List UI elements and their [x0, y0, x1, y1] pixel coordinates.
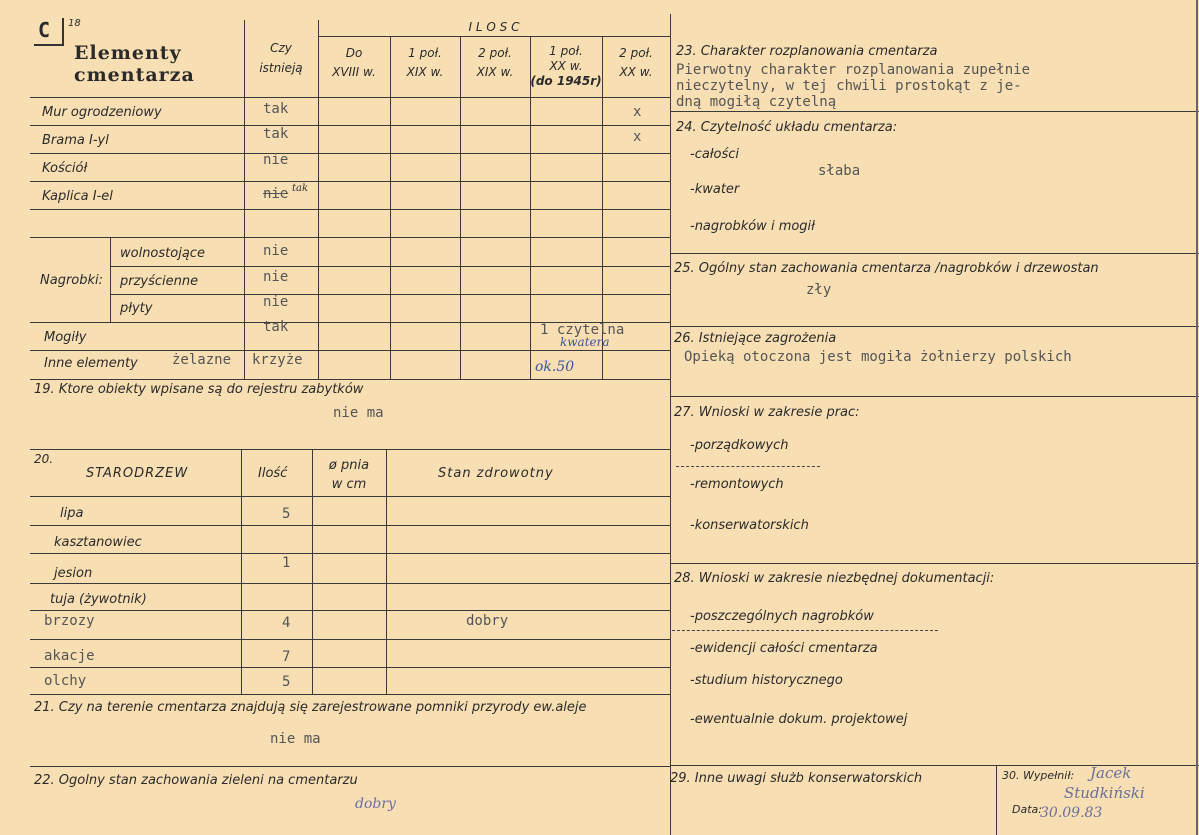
- elements-title-2: cmentarza: [74, 64, 195, 86]
- s30-name-2: Studkiński: [1064, 784, 1145, 802]
- s23-line-2: nieczytelny, w tej chwili prostokąt z je-: [676, 78, 1022, 94]
- tree-count-3: 1: [282, 555, 291, 571]
- s28-label: 28. Wnioski w zakresie niezbędnej dokumentacji:: [674, 571, 995, 586]
- s26-label: 26. Istniejące zagrożenia: [674, 331, 837, 346]
- s30-date-label: Data:: [1012, 803, 1042, 816]
- tree-count-6: 7: [282, 649, 291, 665]
- nagrobki-item-1: wolnostojące: [120, 246, 205, 261]
- tree-name-6: akacje: [44, 648, 95, 664]
- row-exists-wall: tak: [263, 101, 289, 117]
- col-exists-header: Czy istnieją: [259, 41, 303, 75]
- s24-label: 24. Czytelność układu cmentarza:: [676, 120, 898, 135]
- nagrobki-exists-1: nie: [263, 243, 289, 259]
- elements-title-1: Elementy: [74, 42, 182, 64]
- tree-name-5: brzozy: [44, 613, 95, 629]
- s28-item-1: -poszczególnych nagrobków: [690, 609, 874, 624]
- tree-count-7: 5: [282, 674, 291, 690]
- s22-label: 22. Ogolny stan zachowania zieleni na cmentarzu: [34, 773, 358, 788]
- nagrobki-exists-2: nie: [263, 269, 289, 285]
- row-exists-chapel-struck: nie: [263, 186, 289, 202]
- tree-name-3: jesion: [54, 566, 93, 581]
- s27-item-1: -porządkowych: [690, 438, 789, 453]
- s27-item-3: -konserwatorskich: [690, 518, 809, 533]
- form-superscript: 18: [68, 18, 81, 29]
- inne-extra: żelazne: [172, 352, 232, 368]
- nagrobki-exists-3: nie: [263, 294, 289, 310]
- s20-header-state: Stan zdrowotny: [438, 466, 554, 481]
- col-header-3: 2 poł. XIX w.: [476, 46, 514, 79]
- row-col5-gate: x: [633, 129, 642, 145]
- row-label-wall: Mur ogrodzeniowy: [42, 105, 162, 120]
- tree-state-5: dobry: [466, 613, 509, 629]
- s25-label: 25. Ogólny stan zachowania cmentarza /nagrobków i drzewostan: [674, 261, 1099, 276]
- s27-label: 27. Wnioski w zakresie prac:: [674, 405, 860, 420]
- row-exists-chapel-hw: tak: [292, 183, 309, 194]
- mogily-col4-typed: 1 czytelna: [540, 322, 625, 338]
- col-header-1: Do XVIII w.: [332, 46, 376, 79]
- s21-value: nie ma: [270, 731, 321, 747]
- s24-item-3: -nagrobków i mogił: [690, 219, 815, 234]
- tree-count-1: 5: [282, 506, 291, 522]
- inne-exists: krzyże: [252, 352, 303, 368]
- s21-label: 21. Czy na terenie cmentarza znajdują się zarejestrowane pomniki przyrody ew.aleje: [34, 700, 587, 715]
- s22-value: dobry: [355, 796, 396, 812]
- s20-header-count: Ilość: [258, 466, 288, 481]
- s24-item-1: -całości: [690, 147, 740, 162]
- ilosc-header: I L O S C: [468, 20, 520, 34]
- s27-item-2: -remontowych: [690, 477, 784, 492]
- inne-label: Inne elementy: [44, 356, 138, 371]
- row-col5-wall: x: [633, 104, 642, 120]
- mogily-exists: tak: [263, 319, 289, 335]
- row-exists-church: nie: [263, 152, 289, 168]
- s20-header-dia: ø pnia w cm: [328, 458, 370, 492]
- row-label-chapel: Kaplica I-el: [42, 189, 113, 204]
- s25-value: zły: [806, 282, 832, 298]
- mogily-label: Mogiły: [44, 330, 87, 345]
- tree-count-5: 4: [282, 615, 291, 631]
- s20-header-name: STARODRZEW: [86, 466, 189, 481]
- s23-label: 23. Charakter rozplanowania cmentarza: [676, 44, 938, 59]
- nagrobki-item-2: przyścienne: [120, 274, 199, 289]
- mogily-col4-hw: kwatera: [560, 335, 610, 349]
- s30-name-1: Jacek: [1090, 764, 1132, 782]
- col-header-2: 1 poł. XIX w.: [406, 46, 444, 79]
- s23-line-1: Pierwotny charakter rozplanowania zupełnie: [676, 62, 1031, 78]
- s24-value: słaba: [818, 163, 861, 179]
- s19-label: 19. Ktore obiekty wpisane są do rejestru zabytków: [34, 382, 364, 397]
- s20-num: 20.: [34, 452, 54, 466]
- s23-line-3: dną mogiłą czytelną: [676, 94, 837, 110]
- tree-name-4: tuja (żywotnik): [50, 592, 147, 607]
- s26-value: Opieką otoczona jest mogiła żołnierzy polskich: [684, 349, 1072, 365]
- col-header-5: 2 poł. XX w.: [619, 46, 653, 79]
- nagrobki-label: Nagrobki:: [40, 273, 104, 288]
- row-exists-gate: tak: [263, 126, 289, 142]
- s24-item-2: -kwater: [690, 182, 740, 197]
- tree-name-2: kasztanowiec: [54, 535, 142, 550]
- form-letter: C: [38, 18, 51, 42]
- form-letter-box: [34, 18, 64, 46]
- s28-item-2: -ewidencji całości cmentarza: [690, 641, 878, 656]
- s30-label: 30. Wypełnił:: [1002, 769, 1075, 782]
- col-header-4: 1 poł. XX w. (do 1945r): [530, 44, 602, 88]
- s19-value: nie ma: [333, 405, 384, 421]
- s28-item-3: -studium historycznego: [690, 673, 843, 688]
- nagrobki-item-3: płyty: [120, 301, 153, 316]
- tree-name-1: lipa: [60, 506, 84, 521]
- s29-label: 29. Inne uwagi służb konserwatorskich: [670, 771, 923, 786]
- row-label-church: Kościół: [42, 161, 88, 176]
- s28-item-4: -ewentualnie dokum. projektowej: [690, 712, 908, 727]
- inne-col4-hw: ok.50: [535, 359, 575, 375]
- row-label-gate: Brama I-yl: [42, 133, 109, 148]
- tree-name-7: olchy: [44, 673, 87, 689]
- s30-date: 30.09.83: [1040, 805, 1103, 821]
